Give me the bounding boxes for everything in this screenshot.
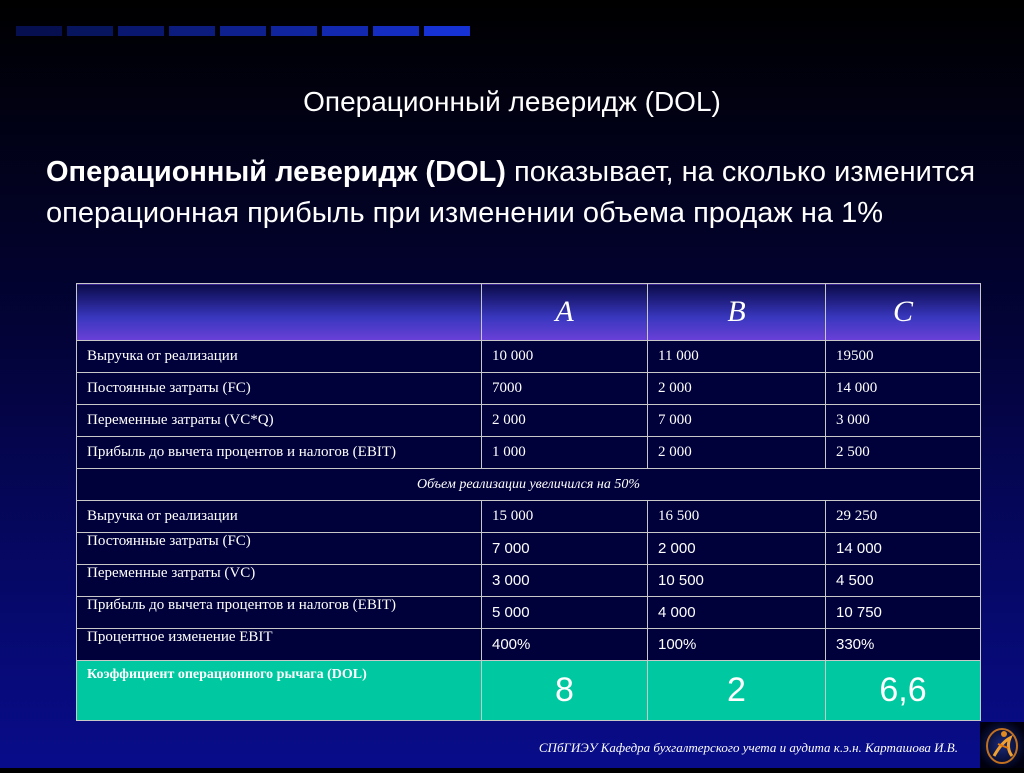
cell-c: 4 500 — [826, 565, 981, 597]
top-bar — [118, 26, 164, 36]
top-bar — [169, 26, 215, 36]
row-label: Прибыль до вычета процентов и налогов (EBIT) — [77, 437, 482, 469]
dol-value-c: 6,6 — [826, 661, 981, 721]
table-row — [77, 373, 981, 405]
dol-table — [76, 283, 981, 721]
cell-b: 4 000 — [648, 597, 826, 629]
top-bar — [373, 26, 419, 36]
header-a: A — [482, 284, 648, 341]
dol-value-a: 8 — [482, 661, 648, 721]
cell-c: 3 000 — [826, 405, 981, 437]
table-row — [77, 437, 981, 469]
definition-rest: показывает, на сколько изменится операционная прибыль при изменении объема продаж на 1% — [46, 156, 976, 229]
cell-a: 7000 — [482, 373, 648, 405]
cell-b: 7 000 — [648, 405, 826, 437]
top-bar — [220, 26, 266, 36]
cell-a: 10 000 — [482, 341, 648, 373]
cell-b: 11 000 — [648, 341, 826, 373]
header-empty — [77, 284, 482, 341]
dol-value-b: 2 — [648, 661, 826, 721]
cell-b: 100% — [648, 629, 826, 661]
definition-term: Операционный леверидж (DOL) — [46, 156, 506, 188]
row-label: Переменные затраты (VC) — [77, 565, 482, 597]
decorative-top-bars — [16, 26, 470, 36]
cell-a: 2 000 — [482, 405, 648, 437]
table-row — [77, 629, 981, 661]
definition-text — [46, 152, 986, 234]
cell-a: 3 000 — [482, 565, 648, 597]
top-bar — [67, 26, 113, 36]
row-label: Процентное изменение EBIT — [77, 629, 482, 661]
dol-label: Коэффициент операционного рычага (DOL) — [77, 661, 482, 721]
cell-c: 14 000 — [826, 373, 981, 405]
cell-c: 14 000 — [826, 533, 981, 565]
logo-figure-icon — [980, 722, 1024, 768]
row-label: Прибыль до вычета процентов и налогов (EBIT) — [77, 597, 482, 629]
row-label: Переменные затраты (VC*Q) — [77, 405, 482, 437]
table-row — [77, 565, 981, 597]
table-row — [77, 405, 981, 437]
row-label: Постоянные затраты (FC) — [77, 373, 482, 405]
cell-b: 16 500 — [648, 501, 826, 533]
cell-c: 19500 — [826, 341, 981, 373]
section-row — [77, 469, 981, 501]
cell-a: 400% — [482, 629, 648, 661]
footer-credit: СПбГИЭУ Кафедра бухгалтерского учета и аудита к.э.н. Карташова И.В. — [538, 740, 958, 755]
section-label: Объем реализации увеличился на 50% — [77, 469, 981, 501]
cell-c: 330% — [826, 629, 981, 661]
header-b: B — [648, 284, 826, 341]
table-row — [77, 533, 981, 565]
cell-a: 5 000 — [482, 597, 648, 629]
header-c: C — [826, 284, 981, 341]
cell-c: 10 750 — [826, 597, 981, 629]
cell-c: 29 250 — [826, 501, 981, 533]
table-row — [77, 501, 981, 533]
row-label: Выручка от реализации — [77, 501, 482, 533]
top-bar — [271, 26, 317, 36]
slide-title: Операционный леверидж (DOL) — [303, 86, 721, 117]
cell-a: 7 000 — [482, 533, 648, 565]
table-row — [77, 597, 981, 629]
dol-row — [77, 661, 981, 721]
row-label: Выручка от реализации — [77, 341, 482, 373]
logo — [980, 722, 1024, 768]
top-bar — [322, 26, 368, 36]
top-bar — [424, 26, 470, 36]
cell-a: 15 000 — [482, 501, 648, 533]
cell-b: 2 000 — [648, 533, 826, 565]
cell-a: 1 000 — [482, 437, 648, 469]
cell-b: 2 000 — [648, 437, 826, 469]
cell-c: 2 500 — [826, 437, 981, 469]
cell-b: 10 500 — [648, 565, 826, 597]
top-bar — [16, 26, 62, 36]
table-row — [77, 341, 981, 373]
table-header-row — [77, 284, 981, 341]
row-label: Постоянные затраты (FC) — [77, 533, 482, 565]
cell-b: 2 000 — [648, 373, 826, 405]
